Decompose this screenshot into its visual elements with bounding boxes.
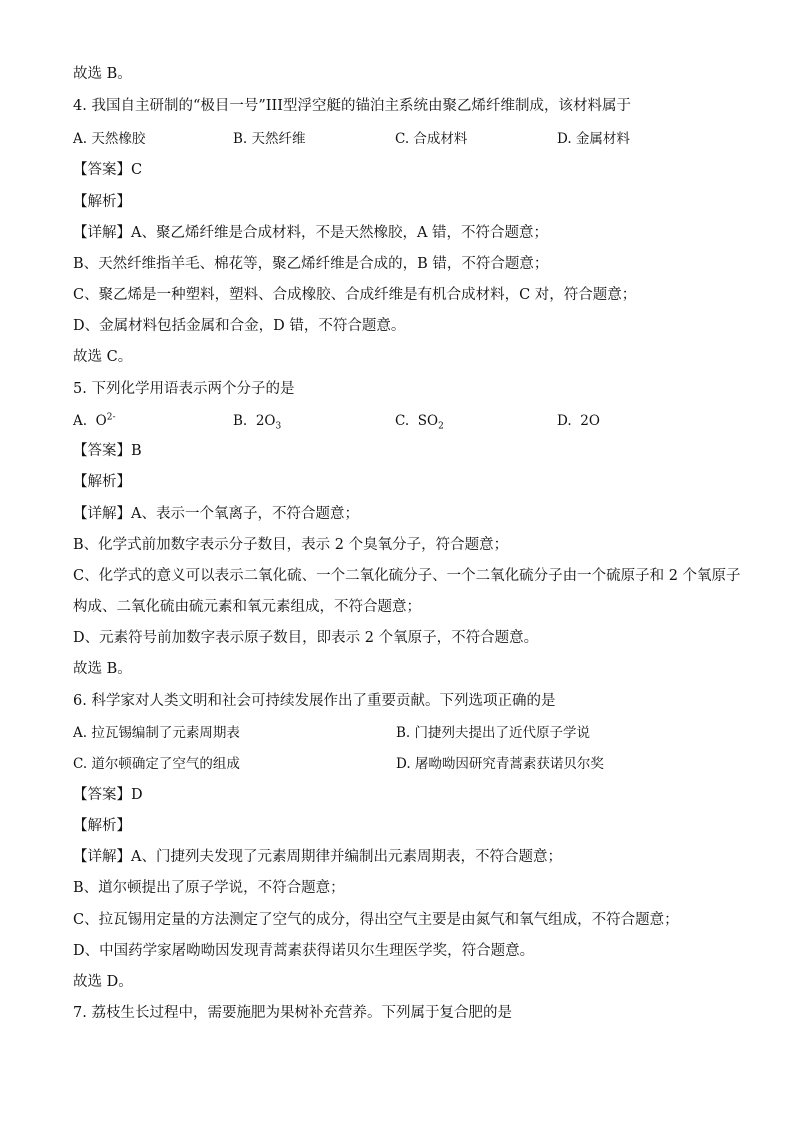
q5-answer: 【答案】B bbox=[73, 443, 142, 459]
q4-detail-d: D、金属材料包括金属和合金，D 错，不符合题意。 bbox=[73, 318, 406, 334]
q5-conclusion: 故选 B。 bbox=[73, 661, 132, 677]
q4-answer: 【答案】C bbox=[73, 162, 143, 178]
q5-option-b: B. $2O_3$ bbox=[233, 413, 282, 432]
q6-option-c: C. 道尔顿确定了空气的组成 bbox=[73, 756, 240, 772]
q4-option-d: D. 金属材料 bbox=[557, 131, 630, 147]
q6-option-b: B. 门捷列夫提出了近代原子学说 bbox=[396, 725, 591, 741]
q6-analysis-heading: 【解析】 bbox=[73, 818, 131, 834]
q6-conclusion: 故选 D。 bbox=[73, 974, 133, 990]
q4-analysis-heading: 【解析】 bbox=[73, 194, 131, 210]
answer-conclusion: 故选 B。 bbox=[73, 66, 132, 82]
q6-option-d: D. 屠呦呦因研究青蒿素获诺贝尔奖 bbox=[396, 756, 604, 772]
q5-detail-c-line2: 构成、二氧化硫由硫元素和氧元素组成，不符合题意； bbox=[73, 599, 421, 615]
q6-option-a: A. 拉瓦锡编制了元素周期表 bbox=[73, 725, 240, 741]
q5-option-a: A. $O^{2-}$ bbox=[73, 412, 116, 429]
q5-detail-d: D、元素符号前加数字表示原子数目，即表示 2 个氧原子，不符合题意。 bbox=[73, 630, 539, 646]
q6-detail-c: C、拉瓦锡用定量的方法测定了空气的成分，得出空气主要是由氮气和氧气组成，不符合题意； bbox=[73, 912, 679, 928]
q4-detail-b: B、天然纤维指羊毛、棉花等，聚乙烯纤维是合成的，B 错，不符合题意； bbox=[73, 256, 549, 272]
q5-option-c: C. $SO_2$ bbox=[395, 413, 444, 432]
q4-conclusion: 故选 C。 bbox=[73, 349, 133, 365]
q6-detail-a: 【详解】A、门捷列夫发现了元素周期律并编制出元素周期表，不符合题意； bbox=[73, 849, 562, 865]
q4-detail-a: 【详解】A、聚乙烯纤维是合成材料，不是天然橡胶，A 错，不符合题意； bbox=[73, 225, 549, 241]
q4-detail-c: C、聚乙烯是一种塑料，塑料、合成橡胶、合成纤维是有机合成材料，C 对，符合题意； bbox=[73, 287, 637, 303]
q4-option-c: C. 合成材料 bbox=[395, 131, 468, 147]
q4-option-a: A. 天然橡胶 bbox=[73, 131, 146, 147]
q5-option-d: D. 2O bbox=[557, 413, 600, 429]
q5-detail-a: 【详解】A、表示一个氧离子，不符合题意； bbox=[73, 506, 359, 522]
q5-detail-b: B、化学式前加数字表示分子数目，表示 2 个臭氧分子，符合题意； bbox=[73, 537, 509, 553]
q6-detail-d: D、中国药学家屠呦呦因发现青蒿素获得诺贝尔生理医学奖，符合题意。 bbox=[73, 943, 535, 959]
question-4-stem: 4. 我国自主研制的“极目一号”III型浮空艇的锚泊主系统由聚乙烯纤维制成，该材料属于 bbox=[73, 98, 631, 114]
q5-detail-c-line1: C、化学式的意义可以表示二氧化硫、一个二氧化硫分子、一个二氧化硫分子由一个硫原子和 2 个氧原子 bbox=[73, 568, 741, 584]
question-5-stem: 5. 下列化学用语表示两个分子的是 bbox=[73, 381, 295, 397]
question-6-stem: 6. 科学家对人类文明和社会可持续发展作出了重要贡献。下列选项正确的是 bbox=[73, 693, 556, 709]
q6-answer: 【答案】D bbox=[73, 787, 143, 803]
q6-detail-b: B、道尔顿提出了原子学说，不符合题意； bbox=[73, 880, 345, 896]
q5-analysis-heading: 【解析】 bbox=[73, 474, 131, 490]
q4-option-b: B. 天然纤维 bbox=[233, 131, 306, 147]
question-7-stem: 7. 荔枝生长过程中，需要施肥为果树补充营养。下列属于复合肥的是 bbox=[73, 1005, 512, 1021]
